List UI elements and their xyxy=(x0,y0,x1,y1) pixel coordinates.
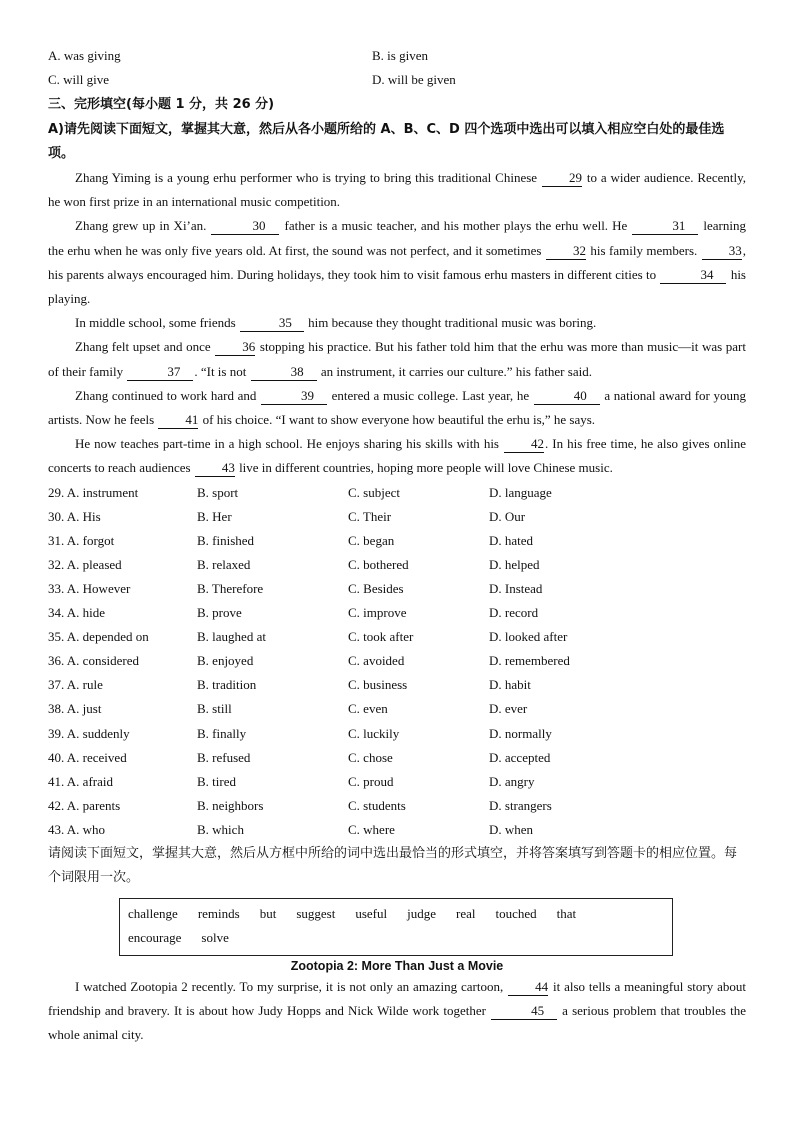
passage-text: a national award for young artists. Now he feels xyxy=(48,387,747,428)
answer-blank: 32 xyxy=(546,243,586,260)
option-a: 42. A. parents xyxy=(48,797,121,813)
passage-text: father is a music teacher, and his mother plays the erhu well. He xyxy=(280,218,632,234)
option-b: B. finished xyxy=(197,532,255,548)
part-a-instruction: A)请先阅读下面短文，掌握其大意，然后从各小题所给的 A、B、C、D 四个选项中选出可以填入相应空白处的最佳选项。 xyxy=(48,122,725,161)
option-c: C. where xyxy=(348,821,395,837)
passage-text: a serious problem that troubles the whole animal city. xyxy=(48,1003,746,1043)
answer-blank: 45 xyxy=(491,1003,557,1020)
passage-text: Zhang grew up in Xi’an. xyxy=(75,218,211,234)
option-a: 33. A. However xyxy=(48,581,131,597)
option-b: B. still xyxy=(197,701,232,717)
passage-text: . “It is not xyxy=(194,363,250,379)
passage-text: his playing. xyxy=(48,266,746,307)
option-a: 32. A. pleased xyxy=(48,556,122,572)
question-row xyxy=(48,529,746,553)
option-a: 30. A. His xyxy=(48,508,101,524)
section-heading: 三、完形填空(每小题 1 分，共 26 分) xyxy=(48,97,275,112)
option-c: C. began xyxy=(348,532,395,548)
option-c: C. Besides xyxy=(348,581,404,597)
option-d: D. habit xyxy=(489,677,531,693)
word-box-item: encourage xyxy=(128,930,182,946)
option-c: C. Their xyxy=(348,508,392,524)
word-box-item: touched xyxy=(495,906,537,922)
option-d: D. angry xyxy=(489,773,535,789)
option-d: D. Instead xyxy=(489,581,543,597)
answer-blank: 29 xyxy=(542,170,582,187)
option-c: C. luckily xyxy=(348,725,400,741)
passage-paragraph-5 xyxy=(48,384,746,432)
option-a: 36. A. considered xyxy=(48,653,139,669)
option-b: B. relaxed xyxy=(197,556,251,572)
passage-text: learning the erhu when he was only five years old. At first, the sound was not perfect, and it sometimes xyxy=(48,218,746,258)
option-b: B. Her xyxy=(197,508,232,524)
option-d: D. looked after xyxy=(489,629,568,645)
prev-options-row-2 xyxy=(48,68,746,92)
option-d: D. when xyxy=(489,821,534,837)
option-d: D. record xyxy=(489,605,539,621)
question-row xyxy=(48,794,746,818)
option-b: B. refused xyxy=(197,749,251,765)
word-box-item: useful xyxy=(355,906,388,922)
word-box-item: solve xyxy=(201,930,229,946)
option-c: C. chose xyxy=(348,749,393,765)
option-a: 38. A. just xyxy=(48,701,102,717)
option-a: 35. A. depended on xyxy=(48,629,149,645)
answer-blank: 40 xyxy=(534,388,600,405)
option-a: 31. A. forgot xyxy=(48,532,115,548)
prev-option-a: A. was giving xyxy=(48,48,121,63)
question-row xyxy=(48,505,746,529)
option-a: 34. A. hide xyxy=(48,605,106,621)
passage-text: stopping his practice. But his father told him that the erhu was more than music—it was part of their family xyxy=(48,339,746,379)
passage-text: of his choice. “I want to show everyone how beautiful the erhu is,” he says. xyxy=(199,412,596,428)
question-row xyxy=(48,746,746,770)
question-row xyxy=(48,673,746,697)
option-b: B. sport xyxy=(197,484,239,500)
passage-text: to a wider audience. Recently, he won first prize in an international music competition. xyxy=(48,170,746,210)
question-row xyxy=(48,553,746,577)
option-b: B. enjoyed xyxy=(197,653,254,669)
answer-blank: 33 xyxy=(702,243,742,260)
passage-text: He now teaches part-time in a high school. He enjoys sharing his skills with his xyxy=(75,436,503,452)
option-d: D. helped xyxy=(489,556,540,572)
option-c: C. business xyxy=(348,677,408,693)
question-row xyxy=(48,818,746,842)
passage-paragraph-3 xyxy=(48,311,746,335)
passage-text: In middle school, some friends xyxy=(75,315,239,331)
option-b: B. finally xyxy=(197,725,247,741)
part-b-instruction: 请阅读下面短文，掌握其大意，然后从方框中所给的词中选出最恰当的形式填空，并将答案填写到答题卡的相应位置。每个词限用一次。 xyxy=(48,846,738,886)
word-box-item: suggest xyxy=(296,906,336,922)
answer-blank: 34 xyxy=(660,267,726,284)
word-box-item: reminds xyxy=(197,906,240,922)
answer-blank: 43 xyxy=(195,460,235,477)
answer-blank: 42 xyxy=(504,436,544,453)
answer-blank: 36 xyxy=(215,339,255,356)
option-b: B. neighbors xyxy=(197,797,264,813)
option-d: D. ever xyxy=(489,701,528,717)
option-a: 39. A. suddenly xyxy=(48,725,130,741)
option-d: D. accepted xyxy=(489,749,551,765)
word-box-item: real xyxy=(456,906,476,922)
option-c: C. proud xyxy=(348,773,394,789)
question-row xyxy=(48,649,746,673)
option-d: D. normally xyxy=(489,725,552,741)
answer-blank: 41 xyxy=(158,412,198,429)
word-box-item: challenge xyxy=(128,906,178,922)
passage-text: Zhang Yiming is a young erhu performer who is trying to bring this traditional Chinese xyxy=(75,170,541,185)
passage-text: I watched Zootopia 2 recently. To my surprise, it is not only an amazing cartoon, xyxy=(75,979,508,995)
word-box xyxy=(119,898,673,956)
question-row xyxy=(48,625,746,649)
option-b: B. tired xyxy=(197,773,236,789)
option-b: B. tradition xyxy=(197,677,257,693)
passage-text: live in different countries, hoping more people will love Chinese music. xyxy=(235,460,613,476)
passage-text: his family members. xyxy=(586,242,701,258)
passage-paragraph-4 xyxy=(48,335,746,383)
word-box-item: judge xyxy=(407,906,436,922)
option-d: D. remembered xyxy=(489,653,570,669)
passage-text: an instrument, it carries our culture.” his father said. xyxy=(317,363,592,379)
passage-text: him because they thought traditional music was boring. xyxy=(304,315,597,331)
answer-blank: 35 xyxy=(240,315,304,332)
option-d: D. language xyxy=(489,484,552,500)
option-a: 40. A. received xyxy=(48,749,127,765)
passage-2-title: Zootopia 2: More Than Just a Movie xyxy=(290,959,504,974)
word-box-item: but xyxy=(259,906,277,922)
option-b: B. laughed at xyxy=(197,629,266,645)
answer-blank: 37 xyxy=(127,364,193,381)
answer-blank: 30 xyxy=(211,218,279,235)
option-c: C. bothered xyxy=(348,556,409,572)
passage-text: entered a music college. Last year, he xyxy=(328,387,533,403)
option-d: D. hated xyxy=(489,532,534,548)
question-row xyxy=(48,722,746,746)
passage-text: , his parents always encouraged him. During holidays, they took him to visit famous erhu masters in different cities to xyxy=(48,242,746,282)
passage-text: it also tells a meaningful story about friendship and bravery. It is about how Judy Hopps and Nick Wilde work together xyxy=(48,979,746,1019)
passage-text: Zhang felt upset and once xyxy=(75,339,215,355)
option-a: 43. A. who xyxy=(48,821,106,837)
passage-paragraph-2 xyxy=(48,214,746,311)
question-options xyxy=(48,481,746,842)
question-row xyxy=(48,481,746,505)
option-b: B. Therefore xyxy=(197,581,264,597)
option-a: 37. A. rule xyxy=(48,677,103,693)
option-a: 41. A. afraid xyxy=(48,773,113,789)
option-a: 29. A. instrument xyxy=(48,484,139,500)
option-c: C. took after xyxy=(348,629,414,645)
option-b: B. which xyxy=(197,821,244,837)
word-box-item: that xyxy=(556,906,577,922)
question-row xyxy=(48,577,746,601)
passage-text: Zhang continued to work hard and xyxy=(75,387,261,403)
answer-blank: 39 xyxy=(261,388,327,405)
passage-paragraph-1 xyxy=(48,166,746,214)
option-b: B. prove xyxy=(197,605,242,621)
exam-page xyxy=(48,44,746,1048)
answer-blank: 31 xyxy=(632,218,698,235)
option-c: C. students xyxy=(348,797,406,813)
passage-2-paragraph xyxy=(48,975,746,1048)
option-c: C. avoided xyxy=(348,653,405,669)
option-c: C. improve xyxy=(348,605,407,621)
option-d: D. strangers xyxy=(489,797,552,813)
option-c: C. even xyxy=(348,701,388,717)
option-c: C. subject xyxy=(348,484,400,500)
prev-option-d: D. will be given xyxy=(372,72,456,87)
passage-text: . In his free time, he also gives online concerts to reach audiences xyxy=(48,436,746,476)
option-d: D. Our xyxy=(489,508,526,524)
question-row xyxy=(48,601,746,625)
answer-blank: 38 xyxy=(251,364,317,381)
prev-option-b: B. is given xyxy=(372,48,428,63)
question-row xyxy=(48,770,746,794)
prev-option-c: C. will give xyxy=(48,72,110,87)
question-row xyxy=(48,697,746,721)
prev-options-row-1 xyxy=(48,44,746,68)
passage-paragraph-6 xyxy=(48,432,746,480)
answer-blank: 44 xyxy=(508,979,548,996)
